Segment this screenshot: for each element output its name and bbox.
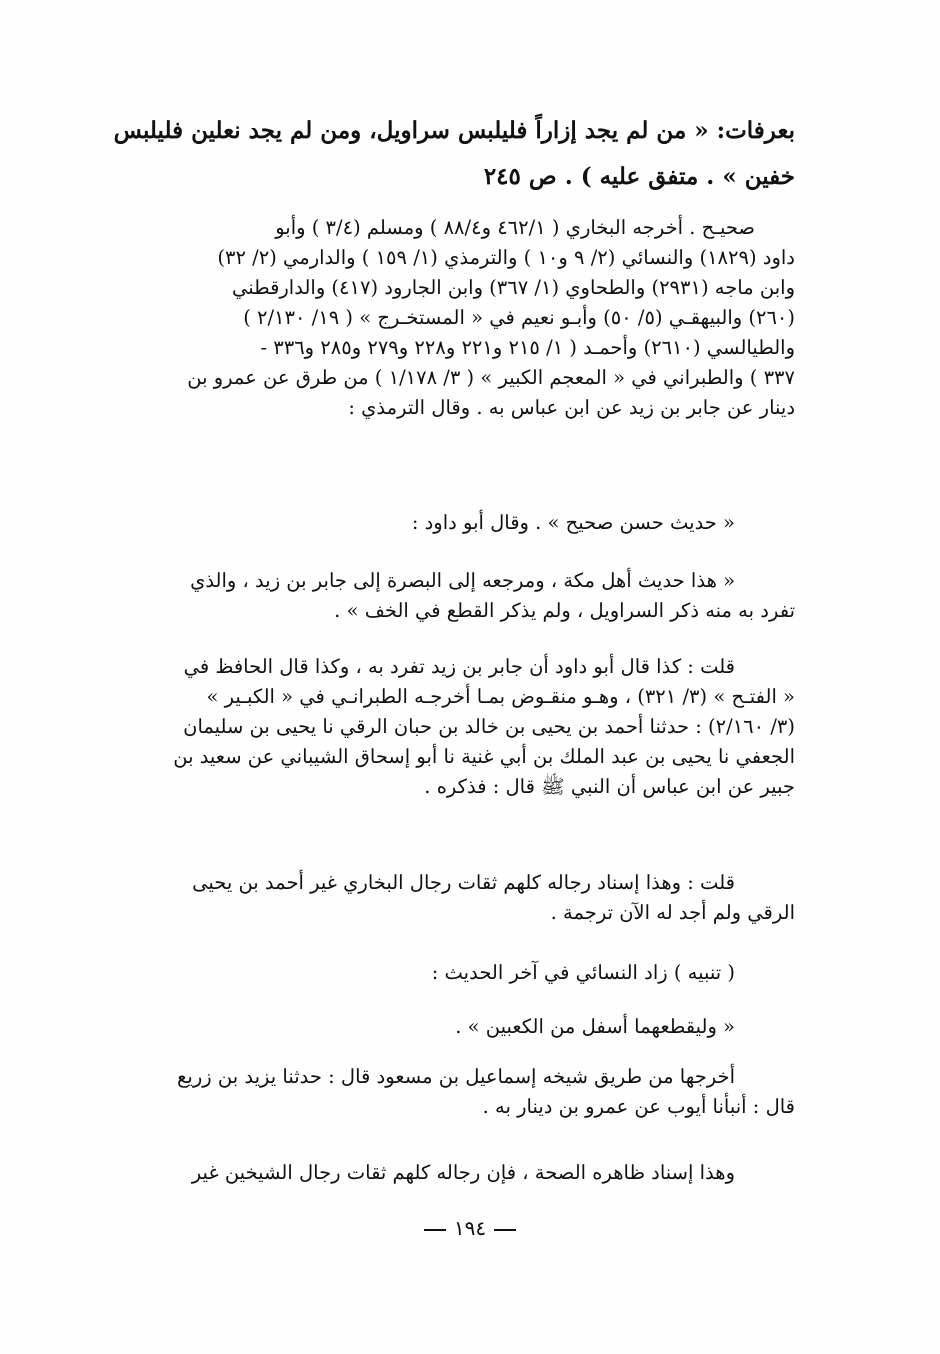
heading-line: خفين » . متفق عليه ) . ص ٢٤٥ [483,163,795,190]
author-comment-paragraph [100,652,795,802]
text-line: ( تنبيه ) زاد النسائي في آخر الحديث : [431,961,735,984]
text-line: قال : أنبأنا أيوب عن عمرو بن دينار به . [482,1095,795,1118]
tirmidhi-quote-paragraph [100,508,795,538]
page-number-value: ١٩٤ [453,1216,487,1240]
text-line: دينار عن جابر بن زيد عن ابن عباس به . وقال الترمذي : [348,396,795,419]
text-line: جبير عن ابن عباس أن النبي ﷺ قال : فذكره . [424,775,795,798]
text-line: (٢٦٠) والبيهقـي (٥/ ٥٠) وأبـو نعيم في « المستخـرج » ( ١٩/ ٢/١٣٠ ) [243,306,795,329]
heading-line: بعرفات: « من لم يجد إزاراً فليلبس سراويل، ومن لم يجد نعلين فليلبس [113,117,795,144]
text-line: صحيـح . أخرجه البخاري ( ٤٦٢/١ و٨٨/٤ ) ومسلم (٣/٤ ) وأبو [275,216,755,239]
page-number-dash [424,1229,446,1231]
page-number-dash [494,1229,516,1231]
takhrij-paragraph [100,213,795,423]
text-line: وابن ماجه (٢٩٣١) والطحاوي (١/ ٣٦٧) وابن الجارود (٤١٧) والدارقطني [231,276,795,299]
text-line: (٣/ ٢/١٦٠) : حدثنا أحمد بن يحيى بن خالد بن حبان الرقي نا يحيى بن سليمان [183,715,795,738]
text-line: قلت : كذا قال أبو داود أن جابر بن زيد تفرد به ، وكذا قال الحافظ في [183,655,735,678]
abu-dawud-quote-paragraph [100,566,795,626]
nasai-chain-paragraph [100,1062,795,1122]
isnad-assessment-paragraph [100,868,795,928]
note-paragraph [100,958,795,988]
text-line: الجعفي نا يحيى بن عبد الملك بن أبي غنية نا أبو إسحاق الشيباني عن سعيد بن [173,745,795,768]
text-line: تفرد به منه ذكر السراويل ، ولم يذكر القطع في الخف » . [334,599,795,622]
text-line: داود (١٨٢٩) والنسائي (٢/ ٩ و١٠ ) والترمذي (١/ ١٥٩ ) والدارمي (٢/ ٣٢) [217,246,795,269]
text-line: قلت : وهذا إسناد رجاله كلهم ثقات رجال البخاري غير أحمد بن يحيى [192,871,735,894]
page-number [0,1216,940,1240]
text-line: « هذا حديث أهل مكة ، ومرجعه إلى البصرة إلى جابر بن زيد ، والذي [190,569,735,592]
addition-quote-paragraph [100,1012,795,1042]
text-line: « وليقطعهما أسفل من الكعبين » . [455,1015,735,1038]
text-line: « الفتـح » (٣/ ٣٢١) ، وهـو منقـوض بمـا أخرجـه الطبرانـي في « الكبـير » [206,685,795,708]
closing-paragraph [100,1158,795,1188]
text-line: ٣٣٧ ) والطبراني في « المعجم الكبير » ( ٣/ ١/١٧٨ ) من طرق عن عمرو بن [187,366,795,389]
text-line: والطيالسي (٢٦١٠) وأحمـد ( ١/ ٢١٥ و٢٢١ و٢٢٨ و٢٧٩ و٢٨٥ و٣٣٦ - [260,336,795,359]
text-line: الرقي ولم أجد له الآن ترجمة . [550,901,795,924]
hadith-heading [100,108,795,200]
text-line: أخرجها من طريق شيخه إسماعيل بن مسعود قال : حدثنا يزيد بن زريع [177,1065,735,1088]
text-line: « حديث حسن صحيح » . وقال أبو داود : [411,511,735,534]
text-line: وهذا إسناد ظاهره الصحة ، فإن رجاله كلهم ثقات رجال الشيخين غير [191,1161,735,1184]
